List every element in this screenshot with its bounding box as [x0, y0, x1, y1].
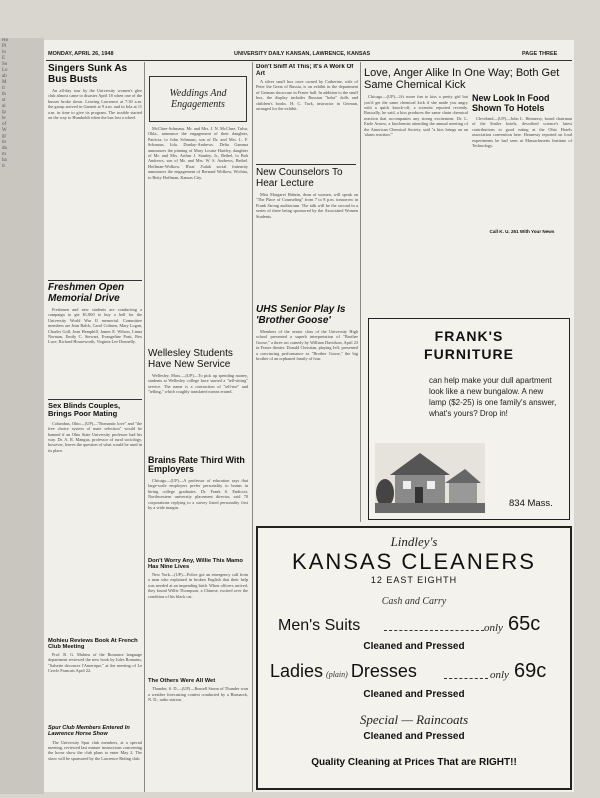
masthead-date: MONDAY, APRIL 26, 1948 — [48, 51, 114, 57]
mens-price: 65c — [508, 614, 541, 635]
masthead-paper-name: UNIVERSITY DAILY KANSAN, LAWRENCE, KANSAS — [234, 51, 371, 57]
weddings-header-box — [149, 76, 247, 122]
mens-suits-label: Men's Suits — [278, 618, 361, 634]
binding-fragment: th — [2, 92, 6, 97]
raincoats-cleaned-processed: Cleaned and Pressed — [363, 732, 465, 742]
article-rule — [48, 280, 142, 281]
franks-furniture-ad — [368, 318, 570, 520]
article-new-look-food: Cleveland—(UP)—John L. Hennessy, board chairman of the Statler hotels, described science's latest contributions to good eating at the Ohio Hotels association convention here. Hennessy reported on food experiments he had seen at Massachusetts Institute of Technology. — [472, 115, 572, 148]
franks-address: 834 Mass. — [509, 499, 553, 509]
article-spur-club: The University Spur club members, at a special meeting, reviewed last minute instructions concerning the horse show the club plans to enter May 2. The show will be sponsored by the Lawrence Riding club. — [48, 739, 142, 761]
headline-wellesley: Wellesley Students Have New Service — [148, 348, 233, 370]
article-brains: Chicago—(UP)—A professor of education says that large-scale employers prefer personality to brains in hiring college graduates. Dr. Frank S. Endicott, Northwestern university placement director, said 70 corporations replying to a survey listed personality first by a wide margin. — [148, 477, 248, 510]
headline-new-look-food: New Look In Food Shown To Hotels — [472, 93, 550, 113]
article-weddings: McClure-Schmaus. Mr. and Mrs. J. N. McClure, Tulsa, Okla., announce the engagement of their daughter, Patricia, to John Schmaus, son of Dr. and Mrs. L. F. Schmaus, Iola. Dunlay-Andrews. Delta Gamma announces the pinning of Mary Louise Hartley, daughter of Mr. and Mrs. Arthur J. Stanley, Jr., Bethel, to Bob Andrews, son of Mr. and Mrs. W. S. Andrews, Bethel. Hoffman-Wolkow. B'nai J'udah social fraternity announces the engagement of Bernard Wolkow, Wichita, to Betty Hoffman, Kansas City. — [148, 126, 248, 180]
binding-fragment: ti — [2, 164, 5, 169]
binding-fragment: in — [2, 50, 6, 55]
binding-fragment: E — [2, 56, 6, 61]
binding-fragment: ab — [2, 74, 7, 79]
dresses-word: Dresses — [350, 662, 417, 681]
column-rule — [252, 62, 253, 792]
plain-word: (plain) — [326, 670, 348, 679]
ladies-word: Ladies — [270, 662, 324, 681]
article-dont-worry: New York—(UP)—Police got an emergency call from a man who explained in broken English that their help was needed at an impending birth. When officers arrived, they found Willie Thompson, a Chinese, excited over the condition of his black cat. — [148, 572, 248, 599]
headline-others-wet: The Others Were All Wet — [148, 678, 216, 685]
franks-body: can help make your dull apartment look like a new bungalow. A new lamp ($2-25) is one family's answer, what's yours? Drop in! — [429, 376, 557, 418]
headline-dont-worry: Don't Worry Any, Willie This Mamo Has Nine Lives — [148, 557, 243, 570]
binding-fragment: da — [2, 146, 7, 151]
article-rule — [256, 164, 356, 165]
cleaners-address: 12 EAST EIGHTH — [370, 576, 458, 585]
special-raincoats: Special — Raincoats — [359, 712, 469, 727]
column-2 — [148, 64, 248, 792]
binding-fragment: st — [2, 98, 6, 103]
binding-fragment: So — [2, 62, 8, 67]
headline-uhs-senior-play: UHS Senior Play Is 'Brother Goose' — [256, 304, 346, 326]
column-4 — [364, 64, 572, 334]
headline-freshmen: Freshmen Open Memorial Drive — [48, 282, 125, 304]
binding-fragment: Pl — [2, 44, 7, 49]
cleaners-title: KANSAS CLEANERS — [292, 550, 536, 574]
article-new-counselors: Miss Margaret Habein, dean of women, will speak on "The Place of Counseling" from 7 to 8 p.m. tomorrow in Frank Strong auditorium. The talk will be the second in a series of three being sponsored by the Associated Women Students. — [256, 192, 358, 219]
headline-mohieu: Mohieu Reviews Book At French Club Meeting — [48, 637, 138, 650]
weddings-title-line-2: Engagements — [171, 99, 225, 110]
headline-sex-blinds: Sex Blinds Couples, Brings Poor Mating — [48, 401, 121, 418]
headline-singers: Singers Sunk As Bus Busts — [48, 64, 128, 85]
column-rule — [144, 62, 145, 792]
ladies-only-word: only — [490, 669, 509, 681]
binding-fragment: gr — [2, 134, 7, 139]
mens-cleaned-pressed: Cleaned and Pressed — [363, 642, 465, 652]
leader-dashes — [444, 678, 488, 679]
weddings-title-line-1: Weddings And — [169, 88, 227, 99]
binding-fragment: m — [2, 152, 6, 157]
article-block-food — [472, 94, 572, 244]
kansas-cleaners-ad — [256, 526, 572, 790]
binding-fragment: of — [2, 122, 7, 127]
article-love-anger: Chicago—(UP)—It's more fun to kiss a pretty girl but you'd get the same chemical kick if she made you angry with a quick knock-off, a scientist reported recently. Basically, he said, a kiss produces the same chain chemical reaction that accompanies any strong excitement. Dr. L. Earle Arnow, a biochemist attending the annual meeting of the American Chemical Society, said "a kiss brings on an 'alarm reaction.'" — [364, 94, 468, 137]
headline-brains: Brains Rate Third With Employers — [148, 455, 245, 475]
cleaners-brand: Lindley's — [390, 534, 438, 549]
headline-love-anger: Love, Anger Alike In One Way; Both Get Same Chemical Kick — [364, 67, 560, 91]
headline-new-counselors: New Counselors To Hear Lecture — [256, 167, 343, 189]
adjacent-page-binding — [0, 38, 44, 794]
franks-title-line-1: FRANK'S — [434, 329, 504, 344]
binding-fragment: Ho — [2, 38, 9, 43]
binding-fragment: ba — [2, 158, 7, 163]
masthead-page-number: PAGE THREE — [522, 51, 558, 57]
leader-dashes — [384, 630, 484, 631]
article-others-wet: Thunder, S. D.—(UP)—Russell Storm of Thunder won a weather forecasting contest conducted by a Bismarck, N. D., radio station. — [148, 686, 248, 702]
binding-fragment: ip — [2, 110, 6, 115]
column-3 — [256, 64, 358, 520]
cash-and-carry: Cash and Carry — [381, 596, 447, 607]
column-1 — [48, 64, 142, 792]
article-singers: An all-day tour by the University women's glee club almost came to disaster April 18 when one of the busses broke down. Leaving Lawrence at 7:30 a.m. the group arrived in Garnett at 9 a.m. and in Iola at 11 a.m. in time to give its program. The trouble started on the way to Humboldt when the bus lost a wheel. — [48, 88, 142, 121]
article-uhs-senior-play: Members of the senior class of the University High school presented a superb interpretation of "Brother Goose," a three act comedy by William Davidson, April 23 in Fraser theater. Donald Christian, playing Jeff, presented a convincing performance as "Brother Goose," the big brother of an orphaned family of four. — [256, 329, 358, 362]
binding-fragment: W — [2, 128, 7, 133]
article-sex-blinds: Columbus, Ohio—(UP)—"Romantic love" and "the free choice system of mate selection" would be banned if an Ohio State University professor had his way. Dr. A. R. Mangus, professor of rural sociology, however, leaves the question of what would be used in its place. — [48, 420, 142, 453]
binding-fragment: Lo — [2, 68, 8, 73]
ladies-dresses-label — [270, 662, 417, 681]
binding-fragment: tl — [2, 86, 5, 91]
mens-only-word: only — [484, 622, 503, 634]
headline-dont-sniff: Don't Sniff At This; It's A Work Of Art — [256, 64, 354, 77]
binding-fragment: le — [2, 116, 6, 121]
ladies-cleaned-pressed: Cleaned and Pressed — [363, 690, 465, 700]
article-mohieu: Prof. R. G. Mahieu of the Romance language department reviewed the new book by Jules Romains, "Salsette decouvre l'Amerique," at the meeting of Le Cercle Francais April 22. — [48, 651, 142, 674]
quality-cleaning-tagline: Quality Cleaning at Prices That are RIGHT!! — [311, 758, 517, 768]
article-rule — [48, 399, 142, 400]
ladies-price: 69c — [514, 661, 547, 682]
call-news-line: Call K. U. 251 With Your News — [489, 228, 555, 234]
column-rule — [360, 62, 361, 522]
franks-title-line-2: FURNITURE — [424, 347, 514, 362]
headline-spur-club: Spur Club Members Entered In Lawrence Horse Show — [48, 724, 130, 737]
article-dont-sniff: A silver snuff box once owned by Catherine, wife of Peter the Great of Russia, is on exhibit in the department of German showcase in Fraser hall. In addition to the snuff box, the display includes Russian "boba" dolls and children's books. H. C. Turk, instructor in German, arranged for the exhibit. — [256, 79, 358, 112]
article-freshmen: Freshmen and new students are conducting a campaign to get $1,800 to buy a bell for the University World War II memorial. Committee members are Jean Balch, Carol Colmen, Mary Logan, Charles Goll, Jean Hemphill, James E. Wilson, Linna Norman, Emily C. Stewart, Evangeline Pratt, Rex Luce, Richard Houseworth, Virginia Lee Donnelly. — [48, 307, 142, 345]
house-illustration-icon — [375, 443, 485, 513]
binding-fragment: ai — [2, 104, 6, 109]
masthead-rule — [46, 60, 572, 61]
newspaper-page — [44, 40, 574, 792]
binding-fragment: m — [2, 140, 6, 145]
binding-fragment: M — [2, 80, 7, 85]
article-wellesley: Wellesley, Mass.—(UP)—To pick up spending money, students at Wellesley college have started a "tell-sitting" service. The name is a contraction of "tell-me" and "telling," which roughly translated means errand. — [148, 373, 248, 395]
